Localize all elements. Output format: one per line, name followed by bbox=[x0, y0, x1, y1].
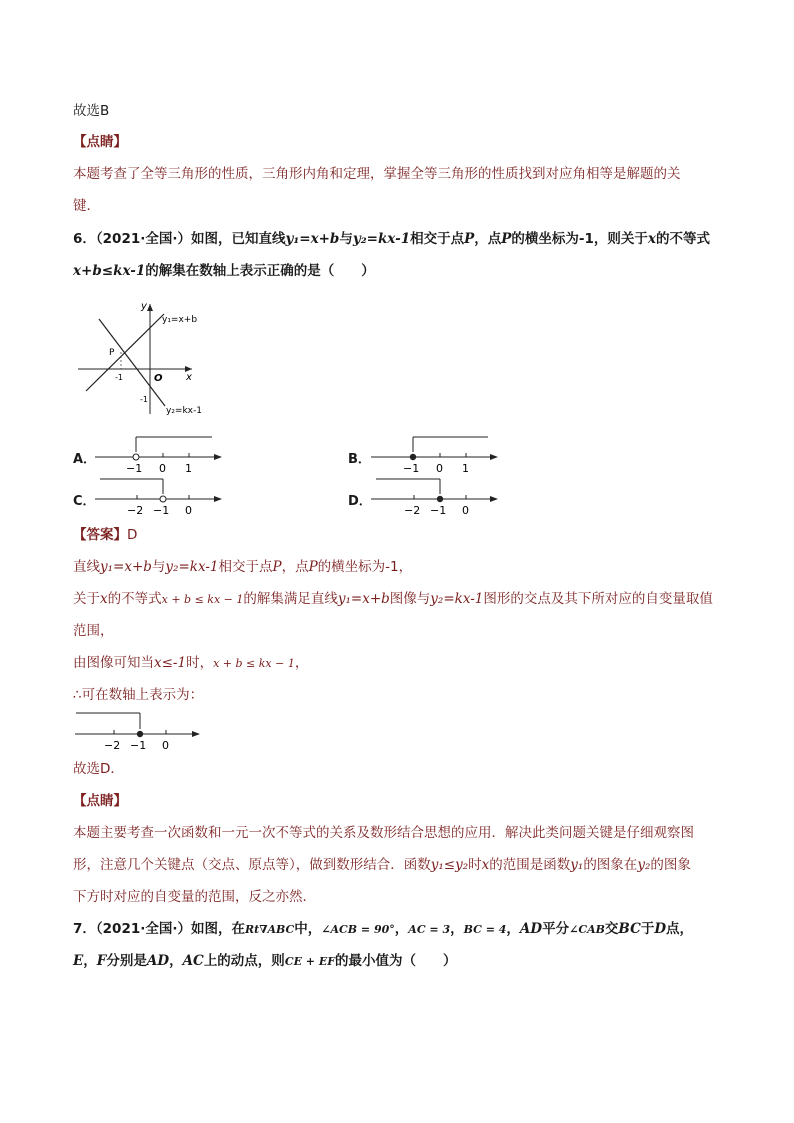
y-axis-arrow bbox=[147, 304, 153, 311]
y-neg1-label: -1 bbox=[140, 395, 148, 404]
solution-line4: 由图像可知当x≤-1时，x + b ≤ kx − 1， bbox=[73, 655, 309, 671]
option-b-label[interactable]: B． bbox=[348, 452, 371, 467]
svg-text:0: 0 bbox=[462, 504, 469, 517]
svg-text:−1: −1 bbox=[153, 504, 170, 517]
solution-line1: 直线y₁=x+b与y₂=kx-1相交于点P，点P的横坐标为-1， bbox=[73, 559, 413, 575]
point-p-label: P bbox=[109, 348, 115, 358]
dianjing-label: 【点睛】 bbox=[73, 134, 127, 150]
q7-line2: E，F分别是AD，AC上的动点，则CE + EF的最小值为（ ） bbox=[73, 953, 457, 969]
solution-line3: 范围， bbox=[73, 623, 114, 639]
q7-line1: 7．（2021·全国·）如图，在Rt∇ABC中，∠ACB = 90°，AC = 3，BC = 4，AD平分∠CAB交BC于D点， bbox=[73, 921, 694, 937]
option-c-numberline[interactable] bbox=[90, 472, 230, 518]
svg-text:0: 0 bbox=[436, 462, 443, 475]
answer-value: D bbox=[127, 527, 138, 543]
q7-source: （2021·全国·） bbox=[95, 921, 191, 937]
x-axis-label: x bbox=[186, 372, 192, 383]
q7-number: 7． bbox=[73, 921, 96, 937]
solution-numberline bbox=[70, 706, 210, 752]
prev-comment-line1: 本题考查了全等三角形的性质，三角形内角和定理，掌握全等三角形的性质找到对应角相等是解题的关 bbox=[73, 166, 681, 182]
svg-text:−1: −1 bbox=[126, 462, 143, 475]
svg-text:−1: −1 bbox=[130, 739, 147, 752]
prev-conclusion: 故选B bbox=[73, 103, 110, 119]
svg-text:−1: −1 bbox=[430, 504, 447, 517]
line-y2 bbox=[99, 319, 165, 406]
line-y2-label: y₂=kx-1 bbox=[166, 406, 202, 416]
line-y1-label: y₁=x+b bbox=[162, 315, 198, 325]
svg-text:−2: −2 bbox=[127, 504, 144, 517]
comment-line2: 形，注意几个关键点（交点、原点等），做到数形结合．函数y₁≤y₂时x的范围是函数y₁的图象在y₂的图象 bbox=[73, 857, 691, 873]
answer-label: 【答案】 bbox=[73, 527, 127, 543]
answer-line bbox=[73, 526, 137, 544]
svg-text:1: 1 bbox=[185, 462, 192, 475]
svg-text:0: 0 bbox=[159, 462, 166, 475]
option-d-label[interactable]: D． bbox=[348, 494, 372, 509]
y-axis-label: y bbox=[141, 301, 147, 312]
option-c-label[interactable]: C． bbox=[73, 494, 96, 509]
svg-text:0: 0 bbox=[185, 504, 192, 517]
svg-text:−1: −1 bbox=[403, 462, 420, 475]
q6-line2: x+b≤kx-1的解集在数轴上表示正确的是（ ） bbox=[73, 263, 375, 279]
comment-line3: 下方时对应的自变量的范围，反之亦然． bbox=[73, 889, 316, 905]
comment-line1: 本题主要考查一次函数和一元一次不等式的关系及数形结合思想的应用．解决此类问题关键是仔细观察图 bbox=[73, 825, 694, 841]
q6-number: 6． bbox=[73, 231, 96, 247]
svg-text:0: 0 bbox=[162, 739, 169, 752]
q6-graph bbox=[72, 296, 222, 426]
comment-label: 【点睛】 bbox=[73, 793, 127, 809]
solution-line6: 故选D． bbox=[73, 761, 124, 777]
option-a-label[interactable]: A． bbox=[73, 452, 97, 467]
option-a-numberline[interactable] bbox=[90, 430, 230, 476]
solution-line2: 关于x的不等式x + b ≤ kx − 1的解集满足直线y₁=x+b图像与y₂=kx-1图形的交点及其下所对应的自变量取值 bbox=[73, 591, 713, 607]
option-b-numberline[interactable] bbox=[366, 430, 506, 476]
option-d-numberline[interactable] bbox=[366, 472, 506, 518]
q6-line1: 6．（2021·全国·）如图，已知直线y₁=x+b与y₂=kx-1相交于点P，点P的横坐标为-1，则关于x的不等式 bbox=[73, 231, 710, 247]
x-neg1-label: -1 bbox=[115, 373, 123, 382]
q6-source: （2021·全国·） bbox=[95, 231, 191, 247]
prev-comment-line2: 键． bbox=[73, 198, 100, 214]
solution-line5: ∴可在数轴上表示为： bbox=[73, 687, 204, 703]
svg-text:−2: −2 bbox=[104, 739, 121, 752]
svg-text:1: 1 bbox=[462, 462, 469, 475]
svg-text:−2: −2 bbox=[404, 504, 421, 517]
origin-label: O bbox=[154, 373, 163, 384]
